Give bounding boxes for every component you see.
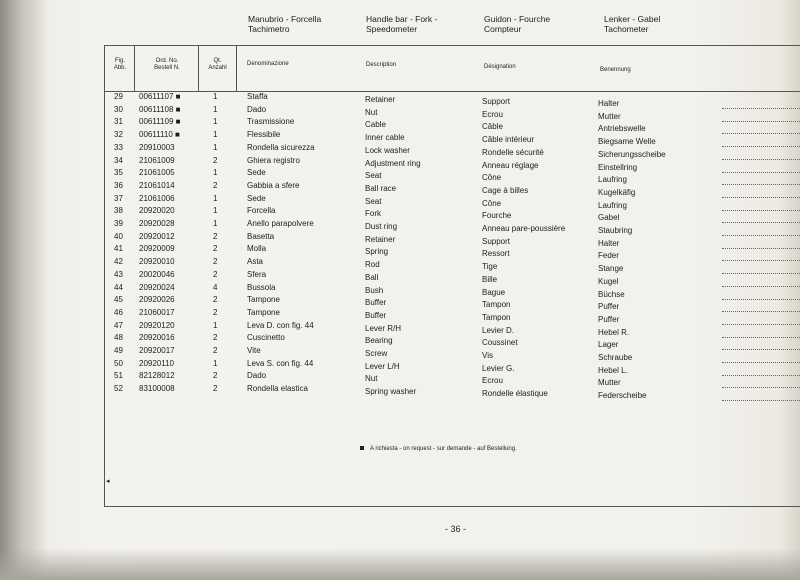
dotted-leader bbox=[722, 387, 800, 388]
arrow-marker-icon: ◂ bbox=[106, 478, 110, 485]
column-header-french: Désignation bbox=[484, 64, 516, 70]
cell-de: Staubring bbox=[598, 226, 633, 235]
page-number: - 36 - bbox=[445, 524, 467, 534]
cell-it: Staffa bbox=[247, 92, 268, 101]
cell-qt: 2 bbox=[213, 180, 218, 190]
cell-en: Bush bbox=[365, 285, 384, 295]
cell-fr: Anneau pare-poussière bbox=[482, 224, 566, 233]
column-header-german: Benennung bbox=[600, 67, 631, 73]
cell-it: Leva S. con fig. 44 bbox=[247, 358, 314, 368]
cell-de: Puffer bbox=[598, 302, 620, 312]
cell-qt: 1 bbox=[213, 117, 218, 127]
cell-en: Screw bbox=[365, 349, 388, 358]
cell-en: Fork bbox=[365, 209, 381, 219]
cell-ord: 20910003 bbox=[139, 142, 175, 152]
cell-it: Flessibile bbox=[247, 130, 281, 140]
cell-qt: 1 bbox=[213, 168, 218, 178]
cell-it: Molla bbox=[247, 244, 267, 254]
cell-qt: 4 bbox=[213, 282, 218, 292]
column-header-rule bbox=[104, 91, 800, 92]
header-italian bbox=[248, 14, 321, 34]
header-italian-line1: Manubrio - Forcella bbox=[248, 14, 322, 24]
cell-ord: 21061005 bbox=[139, 168, 175, 178]
cell-qt: 2 bbox=[213, 307, 218, 317]
cell-fr: Cône bbox=[482, 173, 502, 183]
cell-ord: 21060017 bbox=[139, 307, 175, 317]
cell-de: Federscheibe bbox=[598, 391, 647, 401]
cell-qt: 1 bbox=[213, 130, 218, 140]
dotted-leader bbox=[722, 222, 800, 223]
cell-fig: 52 bbox=[114, 384, 123, 394]
dotted-leader bbox=[722, 146, 800, 147]
cell-fr: Fourche bbox=[482, 211, 512, 221]
cell-it: Cuscinetto bbox=[247, 333, 285, 343]
cell-en: Spring washer bbox=[365, 387, 417, 397]
cell-en: Lock washer bbox=[365, 145, 410, 155]
dotted-leader bbox=[722, 349, 800, 350]
cell-fig: 44 bbox=[114, 282, 123, 292]
binding-shadow bbox=[0, 0, 48, 580]
cell-fig: 39 bbox=[114, 219, 123, 228]
column-header-italian: Denominazione bbox=[247, 61, 289, 67]
cell-de: Halter bbox=[598, 99, 620, 108]
cell-qt: 1 bbox=[213, 104, 218, 114]
dotted-leader bbox=[722, 121, 800, 122]
cell-fr: Câble bbox=[482, 122, 503, 132]
dotted-leader bbox=[722, 108, 800, 109]
cell-fr: Cage à billes bbox=[482, 185, 529, 195]
cell-fr: Coussinet bbox=[482, 338, 518, 348]
cell-qt: 1 bbox=[213, 142, 218, 152]
cell-fr: Ecrou bbox=[482, 376, 503, 386]
cell-de: Büchse bbox=[598, 289, 625, 299]
cell-it: Tampone bbox=[247, 295, 280, 305]
cell-qt: 2 bbox=[213, 346, 218, 355]
cell-ord: 20920016 bbox=[139, 333, 175, 343]
cell-qt: 1 bbox=[213, 219, 218, 228]
cell-qt: 1 bbox=[213, 92, 218, 101]
cell-de: Stange bbox=[598, 264, 624, 274]
dotted-leader bbox=[722, 172, 800, 173]
cell-fr: Support bbox=[482, 236, 511, 246]
cell-en: Seat bbox=[365, 196, 382, 206]
cell-en: Rod bbox=[365, 260, 380, 270]
cell-fr: Vis bbox=[482, 351, 493, 360]
cell-de: Kugel bbox=[598, 276, 619, 286]
cell-ord: 20920024 bbox=[139, 282, 175, 292]
cell-it: Trasmissione bbox=[247, 117, 295, 127]
cell-de: Kugelkäfig bbox=[598, 187, 636, 197]
cell-fr: Bague bbox=[482, 287, 506, 297]
cell-ord: 21061009 bbox=[139, 155, 175, 165]
header-french-line1: Guidon - Fourche bbox=[484, 14, 551, 24]
cell-de: Sicherungsscheibe bbox=[598, 149, 666, 159]
cell-fr: Tige bbox=[482, 262, 498, 272]
cell-fig: 34 bbox=[114, 155, 123, 165]
cell-fr: Levier G. bbox=[482, 363, 515, 373]
cell-de: Gabel bbox=[598, 213, 620, 223]
cell-fr: Rondelle élastique bbox=[482, 389, 548, 399]
cell-qt: 1 bbox=[213, 358, 218, 368]
dotted-leader bbox=[722, 210, 800, 211]
cell-it: Basetta bbox=[247, 231, 275, 241]
column-header-fig: Fig. Abb. bbox=[113, 58, 127, 71]
cell-fig: 38 bbox=[114, 206, 123, 216]
cell-en: Inner cable bbox=[365, 133, 405, 143]
header-french-line2: Compteur bbox=[484, 24, 522, 34]
cell-fr: Tampon bbox=[482, 300, 511, 310]
header-italian-line2: Tachimetro bbox=[248, 24, 290, 34]
cell-en: Nut bbox=[365, 374, 378, 384]
cell-qt: 2 bbox=[213, 257, 218, 267]
cell-it: Dado bbox=[247, 104, 267, 114]
cell-qt: 2 bbox=[213, 333, 218, 343]
dotted-leader bbox=[722, 159, 800, 160]
cell-fig: 41 bbox=[114, 244, 123, 254]
cell-fig: 36 bbox=[114, 180, 123, 190]
cell-qt: 2 bbox=[213, 244, 218, 254]
cell-fr: Ecrou bbox=[482, 109, 503, 119]
cell-it: Sede bbox=[247, 193, 266, 203]
cell-it: Dado bbox=[247, 371, 267, 381]
cell-fr: Ressort bbox=[482, 249, 510, 259]
cell-qt: 2 bbox=[213, 295, 218, 305]
cell-it: Anello parapolvere bbox=[247, 219, 314, 228]
cell-qt: 2 bbox=[213, 269, 218, 279]
cell-de: Puffer bbox=[598, 314, 620, 324]
cell-fig: 33 bbox=[114, 142, 123, 152]
cell-ord: 00611110 ■ bbox=[139, 130, 180, 140]
cell-qt: 2 bbox=[213, 231, 218, 241]
cell-it: Rondella sicurezza bbox=[247, 142, 315, 152]
cell-en: Cable bbox=[365, 120, 386, 130]
cell-qt: 1 bbox=[213, 320, 218, 330]
cell-fig: 40 bbox=[114, 231, 123, 241]
cell-it: Bussola bbox=[247, 282, 276, 292]
cell-fr: Anneau réglage bbox=[482, 160, 539, 170]
cell-ord: 20920020 bbox=[139, 206, 175, 216]
dotted-leader bbox=[722, 324, 800, 325]
dotted-leader bbox=[722, 375, 800, 376]
column-divider bbox=[236, 45, 237, 91]
cell-de: Mutter bbox=[598, 111, 621, 121]
cell-fr: Bille bbox=[482, 274, 498, 284]
footnote-text: A richiesta - on request - sur demande - auf Bestellung. bbox=[370, 446, 517, 452]
cell-it: Sfera bbox=[247, 269, 267, 279]
cell-fr: Câble intérieur bbox=[482, 135, 535, 145]
cell-ord: 83100008 bbox=[139, 384, 175, 394]
cell-qt: 1 bbox=[213, 206, 218, 216]
cell-en: Adjustment ring bbox=[365, 158, 421, 168]
cell-de: Einstellring bbox=[598, 162, 638, 172]
cell-ord: 20920028 bbox=[139, 219, 175, 228]
cell-fr: Cône bbox=[482, 198, 502, 208]
cell-ord: 20920017 bbox=[139, 346, 175, 355]
header-english-line2: Speedometer bbox=[366, 24, 418, 34]
cell-fig: 45 bbox=[114, 295, 123, 305]
cell-qt: 1 bbox=[213, 193, 218, 203]
cell-it: Ghiera registro bbox=[247, 155, 300, 165]
cell-de: Feder bbox=[598, 251, 619, 261]
cell-ord: 00611108 ■ bbox=[139, 104, 181, 114]
dotted-leader bbox=[722, 184, 800, 185]
dotted-leader bbox=[722, 273, 800, 274]
cell-en: Spring bbox=[365, 247, 389, 257]
square-bullet-icon bbox=[360, 446, 364, 450]
cell-fig: 50 bbox=[114, 358, 123, 368]
header-german-line2: Tachometer bbox=[604, 24, 649, 34]
header-german bbox=[604, 14, 660, 34]
dotted-leader bbox=[722, 248, 800, 249]
cell-ord: 20920110 bbox=[139, 358, 174, 368]
footnote bbox=[360, 446, 517, 452]
cell-en: Retainer bbox=[365, 234, 396, 244]
cell-qt: 2 bbox=[213, 371, 218, 381]
cell-ord: 20920012 bbox=[139, 231, 175, 241]
cell-qt: 2 bbox=[213, 384, 218, 394]
header-english-line1: Handle bar - Fork - bbox=[366, 14, 438, 24]
cell-fig: 42 bbox=[114, 257, 123, 267]
cell-ord: 20920010 bbox=[139, 257, 175, 267]
cell-en: Seat bbox=[365, 171, 382, 181]
cell-de: Biegsame Welle bbox=[598, 137, 656, 147]
cell-de: Halter bbox=[598, 238, 620, 248]
header-english bbox=[366, 14, 437, 34]
cell-qt: 2 bbox=[213, 155, 218, 165]
cell-fig: 37 bbox=[114, 193, 123, 203]
cell-de: Hebel L. bbox=[598, 365, 628, 375]
cell-it: Leva D. con fig. 44 bbox=[247, 320, 314, 330]
cell-fig: 48 bbox=[114, 333, 123, 343]
cell-fr: Rondelle sécurité bbox=[482, 147, 544, 157]
cell-ord: 20920009 bbox=[139, 244, 175, 254]
cell-it: Forcella bbox=[247, 206, 276, 216]
dotted-leader bbox=[722, 299, 800, 300]
cell-fig: 47 bbox=[114, 320, 123, 330]
cell-ord: 82128012 bbox=[139, 371, 175, 381]
dotted-leader bbox=[722, 311, 800, 312]
dotted-leader bbox=[722, 197, 800, 198]
cell-it: Sede bbox=[247, 168, 266, 178]
cell-en: Buffer bbox=[365, 310, 387, 320]
dotted-leader bbox=[722, 235, 800, 236]
cell-en: Dust ring bbox=[365, 222, 398, 231]
column-header-order-no: Ord. No. Bestell N. bbox=[154, 58, 180, 71]
cell-fig: 30 bbox=[114, 104, 123, 114]
cell-ord: 00611109 ■ bbox=[139, 117, 181, 127]
cell-it: Gabbia a sfere bbox=[247, 180, 300, 190]
cell-en: Bearing bbox=[365, 336, 393, 346]
cell-fr: Levier D. bbox=[482, 325, 515, 335]
cell-ord: 20920120 bbox=[139, 320, 175, 330]
cell-fig: 46 bbox=[114, 307, 123, 317]
cell-it: Asta bbox=[247, 257, 264, 267]
column-header-qty: Qt. Anzahl bbox=[208, 58, 227, 71]
cell-fig: 32 bbox=[114, 130, 123, 140]
header-german-line1: Lenker - Gabel bbox=[604, 14, 661, 24]
dotted-leader bbox=[722, 400, 800, 401]
column-divider bbox=[134, 45, 135, 91]
cell-en: Buffer bbox=[365, 298, 387, 308]
cell-fr: Support bbox=[482, 97, 511, 106]
cell-fig: 51 bbox=[114, 371, 123, 381]
dotted-leader bbox=[722, 133, 800, 134]
cell-ord: 20920026 bbox=[139, 295, 175, 305]
cell-de: Hebel R. bbox=[598, 327, 630, 337]
cell-de: Antriebswelle bbox=[598, 124, 646, 134]
dotted-leader bbox=[722, 362, 800, 363]
cell-en: Lever L/H bbox=[365, 361, 400, 371]
cell-fig: 31 bbox=[114, 117, 123, 127]
cell-de: Laufring bbox=[598, 200, 627, 210]
parts-table-frame bbox=[104, 45, 800, 507]
cell-fig: 49 bbox=[114, 346, 123, 355]
dotted-leader bbox=[722, 260, 800, 261]
cell-de: Lager bbox=[598, 340, 619, 350]
cell-ord: 00611107 ■ bbox=[139, 92, 181, 101]
cell-en: Retainer bbox=[365, 95, 396, 104]
cell-ord: 21061006 bbox=[139, 193, 175, 203]
cell-it: Rondella elastica bbox=[247, 384, 308, 394]
cell-ord: 20020046 bbox=[139, 269, 175, 279]
dotted-leader bbox=[722, 286, 800, 287]
cell-de: Laufring bbox=[598, 175, 627, 185]
cell-en: Nut bbox=[365, 107, 378, 117]
page-edge-shadow bbox=[0, 548, 800, 580]
header-french bbox=[484, 14, 550, 34]
cell-fig: 43 bbox=[114, 269, 123, 279]
cell-en: Ball race bbox=[365, 183, 397, 193]
cell-de: Schraube bbox=[598, 353, 633, 362]
cell-fig: 29 bbox=[114, 92, 123, 101]
cell-fig: 35 bbox=[114, 168, 123, 178]
dotted-leader bbox=[722, 337, 800, 338]
cell-en: Lever R/H bbox=[365, 323, 402, 333]
cell-en: Ball bbox=[365, 272, 379, 282]
cell-it: Tampone bbox=[247, 307, 280, 317]
cell-it: Vite bbox=[247, 346, 261, 355]
cell-de: Mutter bbox=[598, 378, 621, 388]
column-header-english: Description bbox=[366, 62, 397, 68]
cell-ord: 21061014 bbox=[139, 180, 175, 190]
cell-fr: Tampon bbox=[482, 312, 511, 322]
